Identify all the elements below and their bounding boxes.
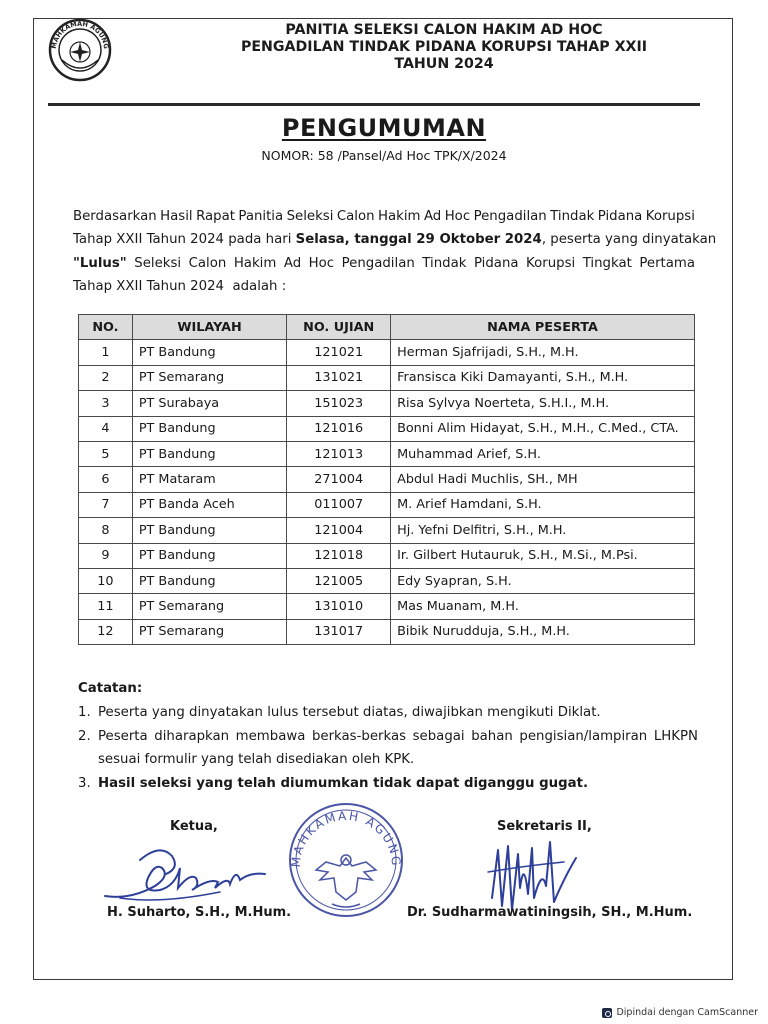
word: berkas-berkas bbox=[311, 728, 407, 744]
word: Hakim bbox=[233, 255, 277, 271]
notes-section bbox=[78, 677, 698, 796]
intro-line-1 bbox=[73, 205, 695, 228]
cell-wilayah: PT Bandung bbox=[132, 518, 286, 543]
header-line-1: PANITIA SELEKSI CALON HAKIM AD HOC bbox=[285, 22, 603, 38]
column-header-nama-peserta: NAMA PESERTA bbox=[391, 315, 695, 340]
column-header-no-ujian: NO. UJIAN bbox=[287, 315, 391, 340]
word: Hakim bbox=[378, 209, 421, 224]
cell-no: 4 bbox=[79, 416, 133, 441]
cell-nama-peserta: Edy Syapran, S.H. bbox=[391, 568, 695, 593]
cell-no: 3 bbox=[79, 391, 133, 416]
word: Seleksi bbox=[286, 209, 334, 224]
document-number: NOMOR: 58 /Pansel/Ad Hoc TPK/X/2024 bbox=[261, 148, 507, 163]
table-header-row bbox=[79, 315, 695, 340]
cell-no-ujian: 121005 bbox=[287, 568, 391, 593]
note-2-line-2: sesuai formulir yang telah disediakan oleh KPK. bbox=[98, 752, 415, 768]
header-divider bbox=[48, 103, 700, 106]
cell-no-ujian: 121018 bbox=[287, 543, 391, 568]
cell-no-ujian: 011007 bbox=[287, 492, 391, 517]
table-row bbox=[79, 391, 695, 416]
cell-nama-peserta: Abdul Hadi Muchlis, SH., MH bbox=[391, 467, 695, 492]
cell-wilayah: PT Bandung bbox=[132, 416, 286, 441]
right-signatory-title: Sekretaris II, bbox=[497, 819, 592, 834]
cell-no: 5 bbox=[79, 441, 133, 466]
intro-line-4: Tahap XXII Tahun 2024 adalah : bbox=[73, 278, 287, 294]
cell-no: 8 bbox=[79, 518, 133, 543]
word: diharapkan bbox=[154, 728, 230, 744]
cell-wilayah: PT Bandung bbox=[132, 543, 286, 568]
table-row bbox=[79, 594, 695, 619]
word: Pidana bbox=[473, 255, 519, 271]
intro-paragraph bbox=[73, 205, 717, 298]
word: Pengadilan bbox=[341, 255, 415, 271]
results-table bbox=[78, 314, 695, 645]
cell-nama-peserta: Hj. Yefni Delfitri, S.H., M.H. bbox=[391, 518, 695, 543]
table-row bbox=[79, 340, 695, 365]
word: Pidana bbox=[597, 209, 643, 224]
cell-no: 10 bbox=[79, 568, 133, 593]
cell-no-ujian: 121013 bbox=[287, 441, 391, 466]
cell-no-ujian: 271004 bbox=[287, 467, 391, 492]
cell-nama-peserta: Risa Sylvya Noerteta, S.H.I., M.H. bbox=[391, 391, 695, 416]
word: sebagai bbox=[412, 728, 465, 744]
cell-no: 1 bbox=[79, 340, 133, 365]
note-item: 3. Hasil seleksi yang telah diumumkan tidak dapat diganggu gugat. bbox=[78, 776, 588, 792]
word: Ad bbox=[283, 255, 302, 271]
cell-no: 7 bbox=[79, 492, 133, 517]
intro-line-3: "Lulus" Seleksi Calon Hakim Ad Hoc Pengadilan Tindak Pidana Korupsi Tingkat Pertama bbox=[73, 252, 695, 275]
svg-text:MAHKAMAH AGUNG: MAHKAMAH AGUNG bbox=[49, 19, 111, 50]
cell-nama-peserta: Ir. Gilbert Hutauruk, S.H., M.Si., M.Psi. bbox=[391, 543, 695, 568]
cell-no-ujian: 131017 bbox=[287, 619, 391, 644]
mahkamah-agung-logo bbox=[48, 18, 112, 82]
word: Hasil bbox=[160, 209, 193, 224]
cell-wilayah: PT Mataram bbox=[132, 467, 286, 492]
cell-no-ujian: 151023 bbox=[287, 391, 391, 416]
scanner-watermark bbox=[602, 1007, 758, 1018]
notes-heading: Catatan: bbox=[78, 681, 143, 696]
ketua-signature bbox=[100, 838, 270, 908]
right-signatory-name: Dr. Sudharmawatiningsih, SH., M.Hum. bbox=[407, 905, 693, 920]
cell-nama-peserta: Bibik Nurudduja, S.H., M.H. bbox=[391, 619, 695, 644]
note-item: 1. Peserta yang dinyatakan lulus tersebut diatas, diwajibkan mengikuti Diklat. bbox=[78, 704, 601, 720]
table-row bbox=[79, 492, 695, 517]
cell-wilayah: PT Semarang bbox=[132, 594, 286, 619]
cell-nama-peserta: Herman Sjafrijadi, S.H., M.H. bbox=[391, 340, 695, 365]
cell-no-ujian: 131021 bbox=[287, 365, 391, 390]
cell-wilayah: PT Semarang bbox=[132, 619, 286, 644]
header-line-2: PENGADILAN TINDAK PIDANA KORUPSI TAHAP XXII bbox=[240, 39, 648, 55]
left-signatory-name: H. Suharto, S.H., M.Hum. bbox=[107, 905, 292, 920]
cell-wilayah: PT Banda Aceh bbox=[132, 492, 286, 517]
word: Hoc bbox=[308, 255, 335, 271]
word: Seleksi bbox=[134, 255, 182, 271]
word: Rapat bbox=[196, 209, 235, 224]
word: Tindak bbox=[422, 255, 467, 271]
word: Tindak bbox=[550, 209, 595, 224]
camscanner-icon bbox=[602, 1008, 612, 1018]
word: Hoc bbox=[444, 209, 471, 224]
cell-nama-peserta: Muhammad Arief, S.H. bbox=[391, 441, 695, 466]
cell-no-ujian: 121004 bbox=[287, 518, 391, 543]
cell-no-ujian: 121016 bbox=[287, 416, 391, 441]
watermark-text: Dipindai dengan CamScanner bbox=[616, 1007, 758, 1018]
word: membawa bbox=[235, 728, 306, 744]
table-row bbox=[79, 467, 695, 492]
word: Panitia bbox=[238, 209, 284, 224]
word: Ad bbox=[423, 209, 442, 224]
cell-no: 6 bbox=[79, 467, 133, 492]
word: Berdasarkan bbox=[73, 209, 157, 224]
table-row bbox=[79, 365, 695, 390]
cell-no-ujian: 131010 bbox=[287, 594, 391, 619]
word: Calon bbox=[188, 255, 227, 271]
word: Tingkat bbox=[582, 255, 632, 271]
cell-nama-peserta: Mas Muanam, M.H. bbox=[391, 594, 695, 619]
word: Calon bbox=[336, 209, 375, 224]
cell-wilayah: PT Bandung bbox=[132, 441, 286, 466]
cell-nama-peserta: Bonni Alim Hidayat, S.H., M.H., C.Med., CTA. bbox=[391, 416, 695, 441]
word: Korupsi bbox=[645, 209, 695, 224]
document-title: PENGUMUMAN bbox=[281, 114, 487, 142]
cell-wilayah: PT Surabaya bbox=[132, 391, 286, 416]
word: bahan bbox=[471, 728, 513, 744]
word: LHKPN bbox=[653, 728, 698, 744]
table-row bbox=[79, 619, 695, 644]
cell-wilayah: PT Bandung bbox=[132, 340, 286, 365]
column-header-no: NO. bbox=[79, 315, 133, 340]
official-seal bbox=[286, 800, 406, 920]
cell-no: 11 bbox=[79, 594, 133, 619]
cell-nama-peserta: Fransisca Kiki Damayanti, S.H., M.H. bbox=[391, 365, 695, 390]
note-item: 2. Peserta diharapkan membawa berkas-berkas sebagai bahan pengisian/lampiran LHKPN sesuai formulir yang telah disediakan oleh KPK. bbox=[78, 725, 698, 773]
note-2-line-1 bbox=[98, 725, 698, 749]
cell-nama-peserta: M. Arief Hamdani, S.H. bbox=[391, 492, 695, 517]
svg-text:MAHKAMAH AGUNG: MAHKAMAH AGUNG bbox=[288, 808, 404, 868]
word: Peserta bbox=[98, 728, 148, 744]
table-row bbox=[79, 518, 695, 543]
left-signatory-title: Ketua, bbox=[170, 819, 218, 834]
table-row bbox=[79, 441, 695, 466]
table-row bbox=[79, 416, 695, 441]
word: pengisian/lampiran bbox=[519, 728, 648, 744]
word: Korupsi bbox=[526, 255, 576, 271]
word: Pengadilan bbox=[473, 209, 547, 224]
cell-wilayah: PT Semarang bbox=[132, 365, 286, 390]
cell-no: 9 bbox=[79, 543, 133, 568]
cell-no-ujian: 121021 bbox=[287, 340, 391, 365]
intro-line-2: Tahap XXII Tahun 2024 pada hari Selasa, tanggal 29 Oktober 2024 , peserta yang dinyatakan bbox=[73, 232, 717, 248]
word: Pertama bbox=[639, 255, 695, 271]
cell-no: 12 bbox=[79, 619, 133, 644]
table-row bbox=[79, 568, 695, 593]
column-header-wilayah: WILAYAH bbox=[132, 315, 286, 340]
header-title bbox=[140, 22, 748, 73]
cell-no: 2 bbox=[79, 365, 133, 390]
table-row bbox=[79, 543, 695, 568]
cell-wilayah: PT Bandung bbox=[132, 568, 286, 593]
header-line-3: TAHUN 2024 bbox=[394, 56, 494, 72]
